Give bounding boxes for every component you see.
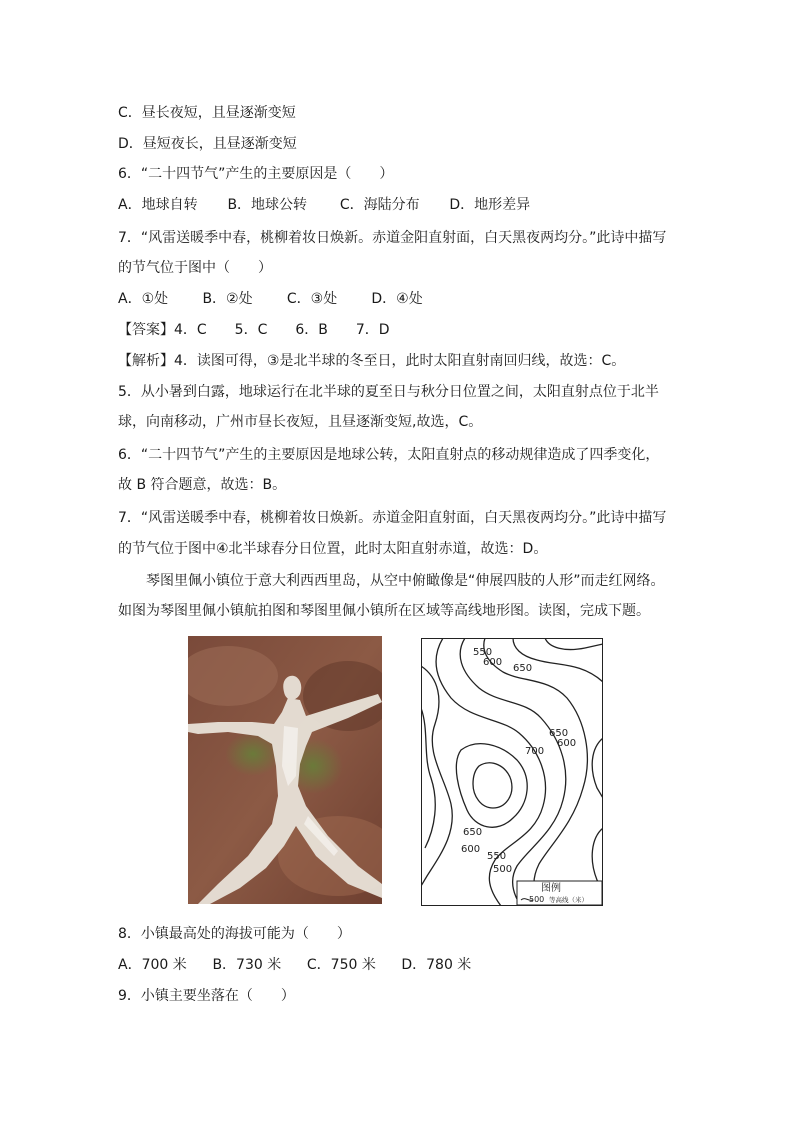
aerial-photo <box>188 636 382 904</box>
option: C．③处 <box>286 291 338 307</box>
legend-text: 等高线（米） <box>549 896 588 904</box>
intro-line2: 如图为琴图里佩小镇航拍图和琴图里佩小镇所在区域等高线地形图。读图，完成下题。 <box>118 603 650 619</box>
intro-line1: 琴图里佩小镇位于意大利西西里岛，从空中俯瞰像是“伸展四肢的人形”而走红网络。 <box>146 573 665 589</box>
analysis-7-line1: 7．“风雷送暖季中春，桃柳着妆日焕新。赤道金阳直射面，白天黑夜两均分。”此诗中描写 <box>118 510 667 526</box>
option: B．②处 <box>202 291 253 307</box>
option: A．地球自转 <box>118 197 198 213</box>
question-6-options <box>118 195 530 215</box>
contour-label: 650 <box>513 663 533 674</box>
question-7-line2: 的节气位于图中（ ） <box>118 260 272 276</box>
map-legend <box>517 881 602 905</box>
analysis-5-line1: 5．从小暑到白露，地球运行在北半球的夏至日与秋分日位置之间，太阳直射点位于北半 <box>118 384 659 400</box>
contour-label: 650 <box>463 827 483 838</box>
question-text-c: C．昼长夜短，且昼逐渐变短 <box>118 105 296 121</box>
contour-label: 700 <box>525 746 545 757</box>
question-8-options <box>118 955 471 975</box>
option: D．④处 <box>371 291 423 307</box>
analysis-7-line2: 的节气位于图中④北半球春分日位置，此时太阳直射赤道，故选：D。 <box>118 541 548 557</box>
analysis-4: 【解析】4．读图可得，③是北半球的冬至日，此时太阳直射南回归线，故选：C。 <box>118 353 626 369</box>
analysis-6-line1: 6．“二十四节气”产生的主要原因是地球公转，太阳直射点的移动规律造成了四季变化， <box>118 447 660 463</box>
option: B．730 米 <box>212 957 282 973</box>
question-6: 6．“二十四节气”产生的主要原因是（ ） <box>118 166 394 182</box>
contour-label: 600 <box>483 657 503 668</box>
option: B．地球公转 <box>227 197 308 213</box>
answer-line: 【答案】4．C 5．C 6．B 7．D <box>118 322 390 338</box>
question-8: 8．小镇最高处的海拔可能为（ ） <box>118 926 351 942</box>
option: D．地形差异 <box>449 197 531 213</box>
analysis-6-line2: 故 B 符合题意，故选：B。 <box>118 477 287 493</box>
legend-value: 500 <box>529 895 545 904</box>
option: C．海陆分布 <box>339 197 420 213</box>
option: A．①处 <box>118 291 169 307</box>
question-text-d: D．昼短夜长，且昼逐渐变短 <box>118 136 297 152</box>
question-7-line1: 7．“风雷送暖季中春，桃柳着妆日焕新。赤道金阳直射面，白天黑夜两均分。”此诗中描写 <box>118 230 667 246</box>
contour-map <box>421 638 603 906</box>
contour-label: 600 <box>461 844 481 855</box>
contour-label: 500 <box>493 864 513 875</box>
legend-title: 图例 <box>541 883 561 894</box>
question-9: 9．小镇主要坐落在（ ） <box>118 988 295 1004</box>
analysis-5-line2: 球，向南移动，广州市昼长夜短，且昼逐渐变短,故选，C。 <box>118 414 483 430</box>
contour-label: 550 <box>473 647 493 658</box>
option: A．700 米 <box>118 957 187 973</box>
contour-label: 600 <box>557 738 577 749</box>
contour-label: 650 <box>549 728 569 739</box>
contour-label: 550 <box>487 851 507 862</box>
option: D．780 米 <box>401 957 472 973</box>
question-7-options <box>118 289 423 309</box>
option: C．750 米 <box>306 957 376 973</box>
